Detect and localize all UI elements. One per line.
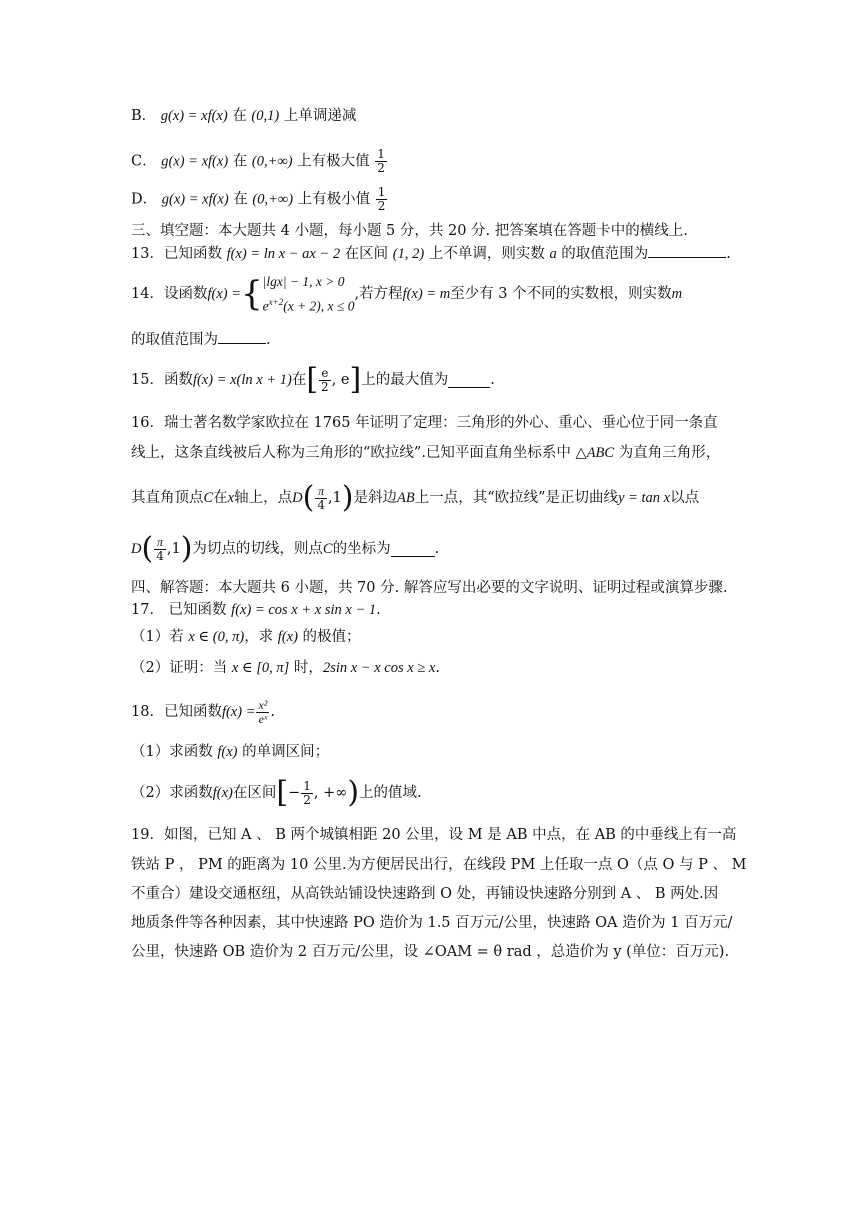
q18-l1c: . xyxy=(270,704,276,720)
q18-p2c: 在区间 xyxy=(232,785,277,801)
question-17 xyxy=(131,600,381,620)
q16-fraction2 xyxy=(154,536,166,563)
q17-p1b: x ∈ (0, π) xyxy=(188,629,245,645)
q14-case2-rest: (x + 2), x ≤ 0 xyxy=(283,298,355,314)
q18-interval-fraction xyxy=(301,780,313,807)
q15-expr: f(x) = x(ln x + 1) xyxy=(192,372,292,388)
section-4-heading: 四、解答题：本大题共 6 小题，共 70 分. 解答应写出必要的文字说明、证明过程或演算步骤. xyxy=(131,580,728,596)
q18-rest: , +∞ xyxy=(313,785,348,801)
question-17-part2 xyxy=(131,658,440,678)
q15-tail: 上的最大值为 xyxy=(361,372,449,388)
question-16-line1: 16．瑞士著名数学家欧拉在 1765 年证明了定理：三角形的外心、重心、垂心位于同一条直 xyxy=(131,415,718,431)
question-19-line5: 公里，快速路 OB 造价为 2 百万元/公里，设 ∠OAM = θ rad ，总造价为 y (单位：百万元). xyxy=(131,944,730,960)
q16-x: x xyxy=(227,490,235,506)
option-b-expr: g(x) = xf(x) xyxy=(160,108,228,124)
q18-interval-num: 1 xyxy=(303,778,311,793)
q16-one2: ,1 xyxy=(166,541,181,557)
q13-pre: 已知函数 xyxy=(163,246,227,262)
q18-l1a: 18．已知函数 xyxy=(131,704,222,720)
q13-tail2: 的取值范围为 xyxy=(556,246,649,262)
q16-point-d2: D xyxy=(131,541,142,557)
q17-p2a: （2）证明：当 xyxy=(131,660,232,676)
q16-l4b: 为切点的切线，则点 xyxy=(192,541,323,557)
q14-line2: 的取值范围为 xyxy=(131,332,218,348)
q18-p1a: （1）求函数 xyxy=(131,744,218,760)
q16-l4d: 的坐标为 xyxy=(332,541,391,557)
q14-mid: ,若方程 xyxy=(354,286,403,302)
q14-end: . xyxy=(266,332,271,348)
q14-case2-base: e xyxy=(262,298,269,314)
q17-p1c: ，求 xyxy=(244,629,278,645)
q14-var: m xyxy=(671,286,683,302)
q14-case2-sup: x+2 xyxy=(268,296,284,307)
q17-p2e: . xyxy=(435,660,440,676)
q16-frac-den: 4 xyxy=(317,497,325,512)
q16-end: . xyxy=(434,541,440,557)
q16-l3k: 以点 xyxy=(670,490,700,506)
question-19-line4: 地质条件等各种因素，其中快速路 PO 造价为 1.5 百万元/公里，快速路 OA 造价为 1 百万元/ xyxy=(131,915,733,931)
question-18-part2 xyxy=(131,771,422,815)
q13-expr: f(x) = ln x − ax − 2 xyxy=(226,246,341,262)
option-d-frac-num: 1 xyxy=(377,185,386,199)
question-18-part1 xyxy=(131,742,329,762)
q15-pre: 函数 xyxy=(163,372,193,388)
q16-l3e: 轴上，点 xyxy=(234,490,293,506)
question-14-line2 xyxy=(131,329,271,350)
q18-interval-den: 2 xyxy=(303,792,311,807)
question-19-line3: 不重合）建设交通枢纽，从高铁站铺设快速路到 O 处，再铺设快速路分别到 A 、 B 两处.因 xyxy=(131,886,719,902)
q14-case1: |lgx| − 1, x > 0 xyxy=(262,273,345,289)
q14-tail: 至少有 3 个不同的实数根，则实数 xyxy=(450,286,672,302)
q15-right-bracket: ] xyxy=(349,362,362,397)
option-d-fraction xyxy=(376,186,388,213)
question-16-line2 xyxy=(131,443,720,463)
option-c-frac-den: 2 xyxy=(377,161,385,175)
q18-p2b: f(x) xyxy=(212,785,233,801)
section-3-heading: 三、填空题：本大题共 4 小题，每小题 5 分，共 20 分. 把答案填在答题卡中的横线上. xyxy=(131,223,688,239)
q16-point-d: D xyxy=(292,490,303,506)
q13-mid: 在区间 xyxy=(340,246,393,262)
q16-l3i: 上一点，其“欧拉线”是正切曲线 xyxy=(414,490,619,506)
q16-frac2-num: π xyxy=(154,536,166,550)
option-c-label: C． xyxy=(131,153,157,170)
q17-p1a: （1）若 xyxy=(131,629,189,645)
q18-p2d: 上的值域. xyxy=(359,785,422,801)
question-16-line3 xyxy=(131,477,699,519)
q15-frac-den: 2 xyxy=(321,379,329,394)
question-15 xyxy=(131,360,495,400)
option-c-tail: 上有极大值 xyxy=(297,153,370,170)
option-c xyxy=(131,148,388,175)
question-17-part1 xyxy=(131,627,361,647)
question-19-line2: 铁站 P ， PM 的距离为 10 公里.为方便居民出行，在线段 PM 上任取一点 O（点 O 与 P 、 M xyxy=(131,857,747,873)
q14-eq: f(x) = m xyxy=(402,286,451,302)
option-d xyxy=(131,186,388,213)
option-b-interval: (0,1) xyxy=(251,108,280,124)
q18-left-bracket: [ xyxy=(276,775,289,810)
question-14 xyxy=(131,272,682,316)
option-d-expr: g(x) = xf(x) xyxy=(161,191,229,208)
q13-number: 13． xyxy=(131,246,164,262)
q17-l1c: . xyxy=(376,602,381,618)
option-c-frac-num: 1 xyxy=(377,147,385,161)
q17-p2b: x ∈ [0, π] xyxy=(231,660,290,676)
q16-fraction xyxy=(315,485,327,512)
q13-interval: (1, 2) xyxy=(392,246,425,262)
q17-p1d: f(x) xyxy=(277,629,298,645)
option-b-label: B． xyxy=(131,108,157,124)
option-d-mid: 在 xyxy=(233,191,248,208)
q18-frac-den: eˣ xyxy=(258,711,268,726)
q14-fx: f(x) = xyxy=(207,286,241,302)
q14-number: 14． xyxy=(131,286,164,302)
q13-var: a xyxy=(549,246,557,262)
option-b-tail: 上单调递减 xyxy=(283,108,357,124)
option-d-label: D． xyxy=(131,191,158,208)
q16-lparen: ( xyxy=(302,480,315,515)
q16-l3a: 其直角顶点 xyxy=(131,490,204,506)
option-c-fraction xyxy=(375,148,387,175)
q14-piecewise xyxy=(263,272,355,317)
q16-ab: AB xyxy=(397,490,415,506)
question-19-line1: 19．如图，已知 A 、 B 两个城镇相距 20 公里，设 M 是 AB 中点，在 AB 的中垂线上有一高 xyxy=(131,827,737,843)
q16-frac2-den: 4 xyxy=(156,548,164,563)
q15-mid: 在 xyxy=(291,372,307,388)
q18-p1b: f(x) xyxy=(217,744,238,760)
option-c-expr: g(x) = xf(x) xyxy=(161,153,229,170)
q16-triangle: △ABC xyxy=(575,445,615,461)
q15-frac-num: e xyxy=(319,367,331,381)
option-d-tail: 上有极小值 xyxy=(297,191,371,208)
q17-p2d: 2sin x − x cos x ≥ x xyxy=(322,660,436,676)
q16-point-c: C xyxy=(203,490,214,506)
question-16-line4 xyxy=(131,528,439,570)
q18-neg: − xyxy=(288,785,301,801)
option-c-interval: (0,+∞) xyxy=(251,153,293,170)
q18-p1c: 的单调区间； xyxy=(237,744,330,760)
q18-frac-num: x² xyxy=(258,697,268,712)
q13-tail: 上不单调，则实数 xyxy=(424,246,550,262)
q15-answer-blank[interactable] xyxy=(448,373,490,388)
option-b xyxy=(131,106,356,126)
q13-answer-blank[interactable] xyxy=(648,243,726,258)
question-13 xyxy=(131,243,731,264)
q16-lparen2: ( xyxy=(141,531,154,566)
q16-tan: y = tan x xyxy=(618,490,671,506)
q18-right-bracket: ) xyxy=(347,775,360,810)
q18-p2a: （2）求函数 xyxy=(131,785,213,801)
q17-expr: f(x) = cos x + x sin x − 1 xyxy=(231,602,377,618)
q16-l3g: 是斜边 xyxy=(353,490,398,506)
q14-case2 xyxy=(263,292,355,317)
question-18 xyxy=(131,692,275,732)
q16-one: ,1 xyxy=(327,490,342,506)
q16-rparen: ) xyxy=(341,480,354,515)
option-b-mid: 在 xyxy=(232,108,247,124)
q17-p2c: 时， xyxy=(289,660,323,676)
q15-left-bracket: [ xyxy=(306,362,319,397)
option-d-interval: (0,+∞) xyxy=(252,191,294,208)
q14-pre: 设函数 xyxy=(163,286,208,302)
q14-answer-blank[interactable] xyxy=(218,329,266,344)
q16-frac-num: π xyxy=(315,485,327,499)
q17-p1e: 的极值； xyxy=(297,629,361,645)
option-d-frac-den: 2 xyxy=(377,199,386,213)
q15-end: . xyxy=(490,372,495,388)
q15-number: 15． xyxy=(131,372,164,388)
q16-l2c: 为直角三角形， xyxy=(614,445,721,461)
q16-rparen2: ) xyxy=(180,531,193,566)
q18-fx: f(x) = xyxy=(221,704,256,720)
option-c-mid: 在 xyxy=(232,153,248,170)
q16-answer-blank[interactable] xyxy=(391,542,435,557)
q13-end: . xyxy=(726,246,731,262)
q16-l3c: 在 xyxy=(213,490,228,506)
q16-l2a: 线上，这条直线被后人称为三角形的“欧拉线”.已知平面直角坐标系中 xyxy=(131,445,576,461)
q17-l1a: 17． 已知函数 xyxy=(131,602,232,618)
q16-point-c2: C xyxy=(322,541,333,557)
q14-brace: { xyxy=(240,274,263,314)
q15-fraction xyxy=(319,367,331,394)
q18-fraction xyxy=(256,699,269,726)
q15-rest: , e xyxy=(331,372,350,388)
